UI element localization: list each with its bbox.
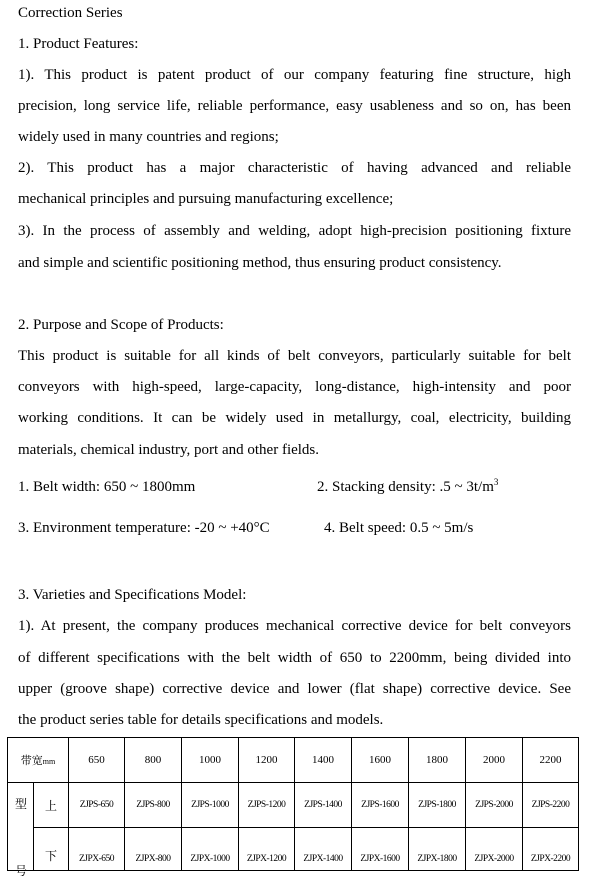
model-label-cell [8, 783, 34, 878]
belt-width-unit: mm [42, 757, 56, 766]
upper-label: 上 [34, 783, 69, 828]
purpose-line: working conditions. It can be widely used in metallurgy, coal, electricity, building [18, 410, 571, 426]
features-heading: 1. Product Features: [18, 36, 139, 52]
environment-temp-spec: 3. Environment temperature: -20 ~ +40°C [18, 520, 270, 536]
lower-model-row [8, 828, 579, 871]
lower-model-cell: ZJPX-1800 [409, 828, 466, 871]
upper-model-row [8, 783, 579, 828]
features-line: and simple and scientific positioning method, thus ensuring product consistency. [18, 255, 502, 271]
lower-model-cell: ZJPX-650 [69, 828, 125, 871]
lower-model-cell: ZJPX-1200 [239, 828, 295, 871]
width-cell: 1800 [409, 738, 466, 783]
spec-table [7, 737, 579, 878]
lower-model-cell: ZJPX-2200 [523, 828, 579, 871]
purpose-heading: 2. Purpose and Scope of Products: [18, 317, 224, 333]
lower-model-cell: ZJPX-1600 [352, 828, 409, 871]
upper-model-cell: ZJPS-1400 [295, 783, 352, 828]
upper-model-cell: ZJPS-1200 [239, 783, 295, 828]
lower-model-cell: ZJPX-1400 [295, 828, 352, 871]
varieties-line: upper (groove shape) corrective device and lower (flat shape) corrective device. See [18, 681, 571, 697]
upper-model-cell: ZJPS-2200 [523, 783, 579, 828]
features-line: 3). In the process of assembly and welding, adopt high-precision positioning fixture [18, 223, 571, 239]
stacking-density-spec [317, 478, 498, 496]
upper-model-cell: ZJPS-800 [125, 783, 182, 828]
width-cell: 1200 [239, 738, 295, 783]
width-cell: 2200 [523, 738, 579, 783]
belt-speed-spec: 4. Belt speed: 0.5 ~ 5m/s [324, 520, 474, 536]
varieties-line: of different specifications with the belt width of 650 to 2200mm, being divided into [18, 650, 571, 666]
stacking-density-exponent: 3 [493, 477, 499, 487]
purpose-line: materials, chemical industry, port and other fields. [18, 442, 320, 458]
width-cell: 800 [125, 738, 182, 783]
upper-model-cell: ZJPS-1000 [182, 783, 239, 828]
width-cell: 650 [69, 738, 125, 783]
features-line: 1). This product is patent product of our company featuring fine structure, high [18, 67, 571, 83]
belt-width-label: 带宽 [20, 755, 43, 767]
lower-label: 下 [34, 828, 69, 871]
upper-model-cell: ZJPS-2000 [466, 783, 523, 828]
model-label-top: 型 [15, 797, 28, 811]
features-line: widely used in many countries and regions; [18, 129, 279, 145]
upper-model-cell: ZJPS-1600 [352, 783, 409, 828]
varieties-line: 1). At present, the company produces mechanical corrective device for belt conveyors [18, 618, 571, 634]
varieties-line: the product series table for details specifications and models. [18, 712, 384, 728]
width-cell: 1400 [295, 738, 352, 783]
lower-model-cell: ZJPX-1000 [182, 828, 239, 871]
belt-width-spec: 1. Belt width: 650 ~ 1800mm [18, 479, 196, 495]
width-cell: 1000 [182, 738, 239, 783]
features-line: mechanical principles and pursuing manufacturing excellence; [18, 191, 394, 207]
lower-model-cell: ZJPX-800 [125, 828, 182, 871]
width-cell: 2000 [466, 738, 523, 783]
belt-width-row [8, 738, 579, 783]
features-line: precision, long service life, reliable performance, easy usableness and so on, has been [18, 98, 571, 114]
features-line: 2). This product has a major characteristic of having advanced and reliable [18, 160, 571, 176]
width-cell: 1600 [352, 738, 409, 783]
purpose-line: conveyors with high-speed, large-capacity, long-distance, high-intensity and poor [18, 379, 571, 395]
upper-model-cell: ZJPS-1800 [409, 783, 466, 828]
series-title: Correction Series [18, 5, 123, 21]
purpose-line: This product is suitable for all kinds of belt conveyors, particularly suitable for belt [18, 348, 571, 364]
model-label-bottom: 号 [15, 864, 28, 878]
belt-width-label-cell [8, 738, 69, 783]
upper-model-cell: ZJPS-650 [69, 783, 125, 828]
stacking-density-text: 2. Stacking density: .5 ~ 3t/m [317, 479, 494, 495]
varieties-heading: 3. Varieties and Specifications Model: [18, 587, 247, 603]
lower-model-cell: ZJPX-2000 [466, 828, 523, 871]
